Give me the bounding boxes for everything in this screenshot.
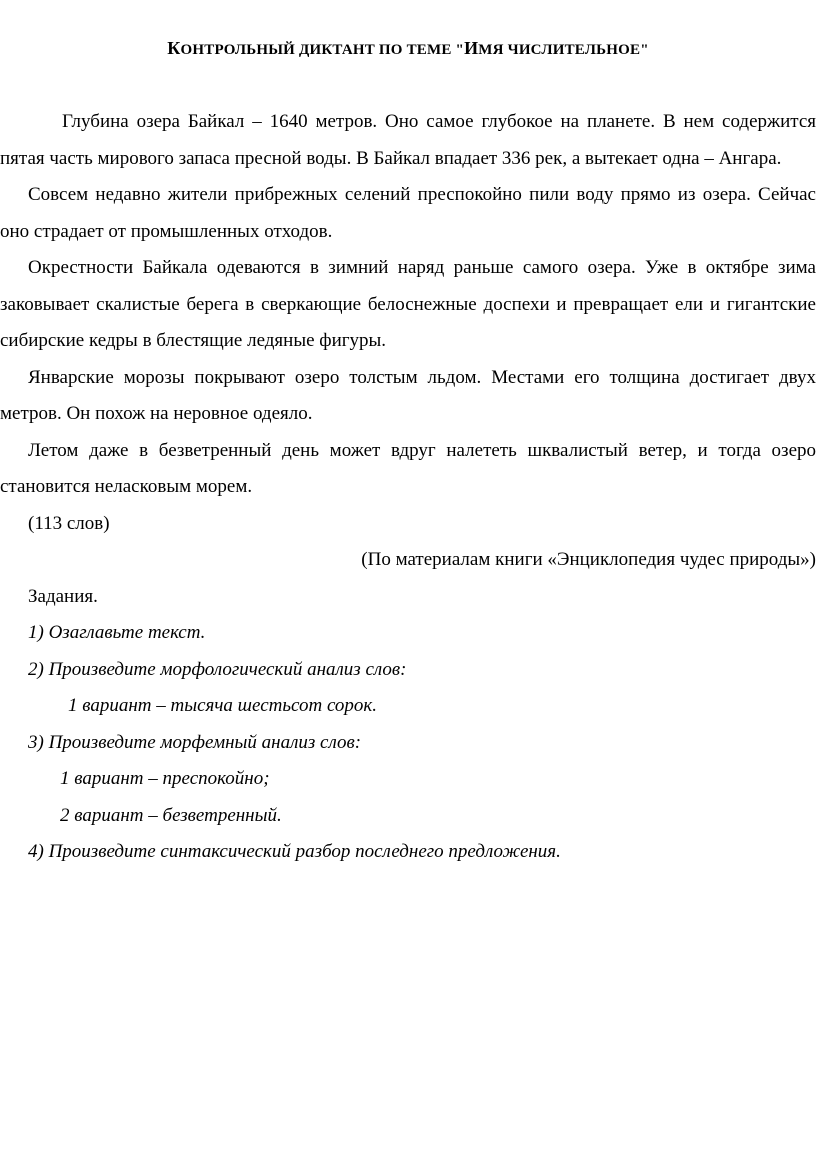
title-initial-i: И [464,38,479,58]
title-part-2: МЯ ЧИСЛИТЕЛЬНОЕ" [478,42,649,58]
tasks-heading: Задания. [28,585,98,607]
word-count: (113 слов) [28,512,110,534]
task-3-variant-2: 2 вариант – безветренный. [60,804,282,826]
paragraph-1: Глубина озера Байкал – 1640 метров. Оно самое глубокое на планете. В нем содержится пятая часть мирового запаса пресной воды. В Байкал впадает 336 рек, а вытекает одна – Ангара. [0,111,816,169]
task-3: 3) Произведите морфемный анализ слов: [28,731,362,753]
source-attribution: (По материалам книги «Энциклопедия чудес природы») [361,549,816,570]
dictation-body [0,104,816,871]
task-2: 2) Произведите морфологический анализ слов: [28,658,407,680]
task-1: 1) Озаглавьте текст. [28,622,206,643]
paragraph-3: Окрестности Байкала одеваются в зимний наряд раньше самого озера. Уже в октябре зима заковывает скалистые берега в сверкающие белоснежные доспехи и превращает ели и гигантские сибирские кедры в блестящие ледяные фигуры. [0,257,816,351]
task-4: 4) Произведите синтаксический разбор последнего предложения. [28,841,561,862]
task-3-variant-1: 1 вариант – преспокойно; [60,768,270,789]
paragraph-2: Совсем недавно жители прибрежных селений преспокойно пили воду прямо из озера. Сейчас оно страдает от промышленных отходов. [0,184,816,242]
paragraph-5: Летом даже в безветренный день может вдруг налететь шквалистый ветер, и тогда озеро становится неласковым морем. [0,439,816,497]
paragraph-4: Январские морозы покрывают озеро толстым льдом. Местами его толщина достигает двух метров. Он похож на неровное одеяло. [0,366,816,424]
title-initial-k: К [167,38,181,58]
title-part-1: ОНТРОЛЬНЫЙ ДИКТАНТ ПО ТЕМЕ " [180,42,465,58]
task-2-variant-1: 1 вариант – тысяча шестьсот сорок. [68,695,378,716]
document-title [0,38,816,59]
